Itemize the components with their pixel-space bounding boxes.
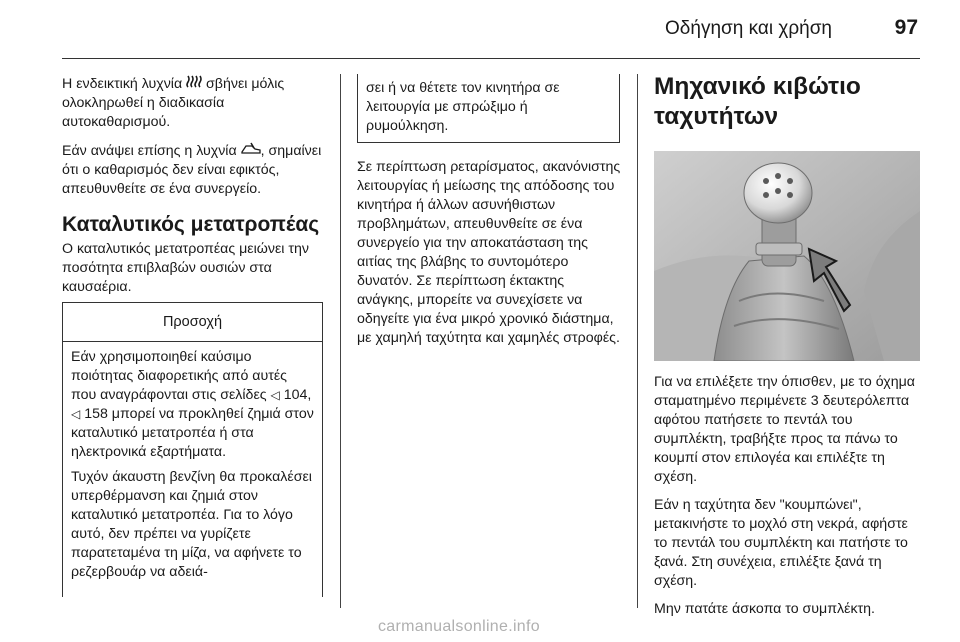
page-reference-arrow-icon: ◁: [71, 407, 81, 421]
page-reference-link[interactable]: 158: [84, 406, 108, 422]
page-header-title: Οδήγηση και χρήση: [665, 18, 832, 39]
text: Η ενδεικτική λυχνία: [62, 76, 187, 92]
service-vehicle-indicator-icon: [241, 143, 261, 158]
column-divider-left: [340, 74, 341, 608]
page-reference-link[interactable]: 104: [283, 387, 308, 403]
text: , σημαίνει ότι ο καθαρισμός δεν είναι εφικτός, απευθυνθείτε σε ένα συνεργείο.: [62, 143, 322, 197]
caution-box-continued: [357, 74, 620, 143]
paragraph-gear-not-engaging: Εάν η ταχύτητα δεν "κουμπώνει", μετακινήστε το μοχλό στη νεκρά, αφήστε το πεντάλ του συμπλέκτη και πατήστε το ξανά. Στη συνέχεια, επιλέξτε ξανά τη σχέση.: [654, 497, 908, 589]
caution-continued-text: σει ή να θέτετε τον κινητήρα σε λειτουργία με σπρώξιμο ή ρυμούλκηση.: [366, 80, 560, 134]
paragraph-cleaning-failed: [62, 141, 324, 199]
paragraph-engine-problems: Σε περίπτωση ρεταρίσματος, ακανόνιστης λειτουργίας ή μείωσης της απόδοσης του κινητήρα ή άλλων ασυνήθιστων προβλημάτων, απευθυνθείτε σε ένα συνεργείο για την αποκατάσταση της αιτίας της βλάβης το συντομότερο δυνατόν. Σε περίπτωση έκτακτης ανάγκης, μπορείτε να συνεχίσετε να οδηγείτε για ένα μικρό χρονικό διάστημα, με χαμηλή ταχύτητα και χαμηλές στροφές.: [357, 159, 621, 346]
column-divider-right: [637, 74, 638, 608]
page-reference-arrow-icon: ◁: [270, 388, 280, 402]
heading-catalytic-converter: Καταλυτικός μετατροπέας: [62, 213, 320, 236]
paragraph-catalytic-converter: Ο καταλυτικός μετατροπέας μειώνει την ποσότητα επιβλαβών ουσιών στα καυσαέρια.: [62, 241, 309, 295]
paragraph-clutch: Μην πατάτε άσκοπα το συμπλέκτη.: [654, 601, 875, 617]
caution-title: Προσοχή: [63, 303, 322, 342]
header-rule: [62, 58, 920, 59]
column-2: [357, 158, 621, 357]
caution-paragraph-2: Τυχόν άκαυστη βενζίνη θα προκαλέσει υπερθέρμανση και ζημιά στον καταλυτικό μετατροπέα. Για το λόγο αυτό, δεν πρέπει να γυρίζετε παρατεταμένα τη μίζα, να αφήνετε το ρεζερβουάρ να αδειά-: [71, 469, 312, 580]
column-3: [654, 373, 924, 628]
separator: ,: [307, 387, 312, 403]
caution-paragraph-1: [71, 348, 314, 462]
page-number: 97: [894, 16, 918, 39]
text: Εάν ανάψει επίσης η λυχνία: [62, 143, 241, 159]
watermark: carmanualsonline.info: [378, 618, 540, 635]
caution-box: [62, 302, 323, 597]
text: σβήνει μόλις ολοκληρωθεί η διαδικασία αυτοκαθαρισμού.: [62, 76, 285, 130]
paragraph-reverse-gear: Για να επιλέξετε την όπισθεν, με το όχημα σταματημένο περιμένετε 3 δευτερόλεπτα αφότου πατήσετε το πεντάλ του συμπλέκτη, τραβήξτε προς τα πάνω το κουμπί στον επιλογέα και επιλέξτε τη σχέση.: [654, 374, 915, 485]
gear-lever-illustration: [654, 151, 920, 361]
text: μπορεί να προκληθεί ζημιά στον καταλυτικό μετατροπέα ή στα ηλεκτρονικά εξαρτήματα.: [71, 406, 314, 460]
glow-plug-indicator-icon: [186, 76, 202, 91]
heading-manual-transmission: Μηχανικό κιβώτιο ταχυτήτων: [654, 73, 861, 130]
paragraph-indicator-off: [62, 74, 324, 132]
text: Εάν χρησιμοποιηθεί καύσιμο ποιότητας διαφορετικής από αυτές που αναγράφονται στις σελίδες: [71, 349, 288, 403]
column-1: [62, 74, 324, 208]
